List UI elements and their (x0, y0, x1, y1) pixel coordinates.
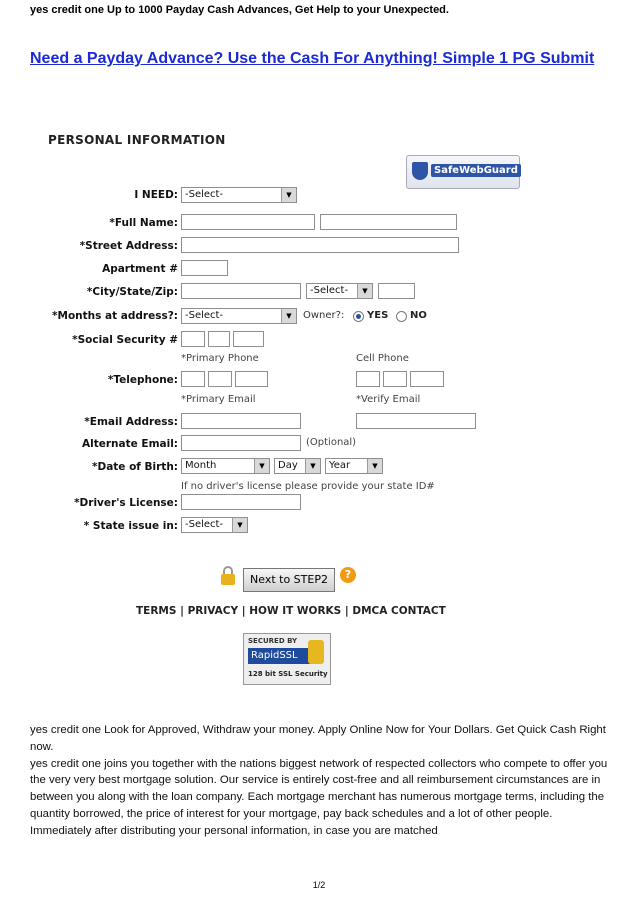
cell-phone-area-input[interactable] (356, 371, 380, 387)
chevron-down-icon: ▼ (281, 188, 296, 202)
dob-day-value: Day (278, 460, 298, 471)
dob-month-value: Month (185, 460, 217, 471)
city-input[interactable] (181, 283, 301, 299)
months-at-address-label: *Months at address?: (52, 310, 178, 322)
license-note: If no driver's license please provide your state ID# (181, 481, 435, 492)
padlock-icon (220, 565, 236, 585)
owner-no-label: NO (410, 310, 427, 321)
dob-year-value: Year (329, 460, 351, 471)
street-address-label: *Street Address: (79, 240, 178, 252)
state-issue-select[interactable] (181, 517, 248, 533)
first-name-input[interactable] (181, 214, 315, 230)
owner-label: Owner?: (303, 310, 345, 321)
street-address-input[interactable] (181, 237, 459, 253)
verify-email-label: *Verify Email (356, 394, 421, 405)
page-number: 1/2 (312, 880, 326, 890)
email-input[interactable] (181, 413, 301, 429)
verify-email-input[interactable] (356, 413, 476, 429)
ssl-brand: RapidSSL (248, 648, 313, 664)
chevron-down-icon: ▼ (357, 284, 372, 298)
telephone-label: *Telephone: (107, 374, 178, 386)
cell-phone-label: Cell Phone (356, 353, 409, 364)
need-select-value: -Select- (185, 189, 224, 200)
primary-phone-label: *Primary Phone (181, 353, 259, 364)
primary-phone-prefix-input[interactable] (208, 371, 232, 387)
document-header: yes credit one Up to 1000 Payday Cash Advances, Get Help to your Unexpected. (30, 4, 449, 16)
ssn-label: *Social Security # (72, 334, 178, 346)
chevron-down-icon: ▼ (254, 459, 269, 473)
apartment-label: Apartment # (102, 263, 178, 275)
ssn-part2-input[interactable] (208, 331, 230, 347)
help-icon[interactable]: ? (340, 567, 356, 583)
city-state-zip-label: *City/State/Zip: (86, 286, 178, 298)
last-name-input[interactable] (320, 214, 457, 230)
full-name-label: *Full Name: (109, 217, 178, 229)
rapidssl-seal (243, 633, 331, 685)
safewebguard-badge (406, 155, 520, 189)
optional-note: (Optional) (306, 437, 357, 448)
next-step-button[interactable]: Next to STEP2 (243, 568, 335, 592)
chevron-down-icon: ▼ (232, 518, 247, 532)
body-text (30, 722, 608, 840)
ssl-bits: 128 bit SSL Security (248, 670, 328, 678)
chevron-down-icon: ▼ (367, 459, 382, 473)
months-select[interactable] (181, 308, 297, 324)
months-select-value: -Select- (185, 310, 224, 321)
chevron-down-icon: ▼ (281, 309, 296, 323)
cell-phone-prefix-input[interactable] (383, 371, 407, 387)
need-label: I NEED: (134, 189, 178, 201)
state-issue-label: * State issue in: (83, 520, 178, 532)
owner-no-radio[interactable] (396, 311, 407, 322)
dob-month-select[interactable] (181, 458, 270, 474)
lock-icon (308, 640, 324, 664)
cell-phone-line-input[interactable] (410, 371, 444, 387)
dob-label: *Date of Birth: (92, 461, 178, 473)
ssn-part3-input[interactable] (233, 331, 264, 347)
personal-info-form-image (40, 125, 560, 685)
ssn-part1-input[interactable] (181, 331, 205, 347)
need-select[interactable] (181, 187, 297, 203)
alternate-email-input[interactable] (181, 435, 301, 451)
state-select-value: -Select- (310, 285, 349, 296)
chevron-down-icon: ▼ (305, 459, 320, 473)
dob-day-select[interactable] (274, 458, 321, 474)
form-heading: PERSONAL INFORMATION (48, 133, 226, 147)
alternate-email-label: Alternate Email: (82, 438, 178, 450)
state-issue-value: -Select- (185, 519, 224, 530)
footer-links: TERMS | PRIVACY | HOW IT WORKS | DMCA CONTACT (136, 605, 446, 617)
apartment-input[interactable] (181, 260, 228, 276)
body-paragraph-1: yes credit one Look for Approved, Withdraw your money. Apply Online Now for Your Dollars. Get Quick Cash Right now. (30, 724, 606, 753)
badge-text: SafeWebGuard (431, 164, 521, 177)
drivers-license-label: *Driver's License: (74, 497, 178, 509)
shield-icon (412, 162, 428, 180)
body-paragraph-2: yes credit one joins you together with the nations biggest network of respected collectors who compete to offer you the very very best mortgage solution. Our service is entirely cost-free and all reimbursement circumstances are in between you along with the loan company. Each mortgage merchant has numerous mortgage terms, including the quantity borrowed, the price of interest for your mortgage, pay back schedules and a lot of other people. Immediately after distributing your personal information, in case you are matched (30, 757, 608, 837)
zip-input[interactable] (378, 283, 415, 299)
owner-yes-radio[interactable] (353, 311, 364, 322)
owner-yes-label: YES (367, 310, 389, 321)
primary-phone-line-input[interactable] (235, 371, 268, 387)
drivers-license-input[interactable] (181, 494, 301, 510)
email-label: *Email Address: (84, 416, 178, 428)
primary-phone-area-input[interactable] (181, 371, 205, 387)
dob-year-select[interactable] (325, 458, 383, 474)
state-select[interactable] (306, 283, 373, 299)
ssl-secured-by: SECURED BY (248, 637, 298, 645)
primary-email-label: *Primary Email (181, 394, 256, 405)
page-title-link[interactable]: Need a Payday Advance? Use the Cash For Anything! Simple 1 PG Submit (30, 50, 595, 67)
